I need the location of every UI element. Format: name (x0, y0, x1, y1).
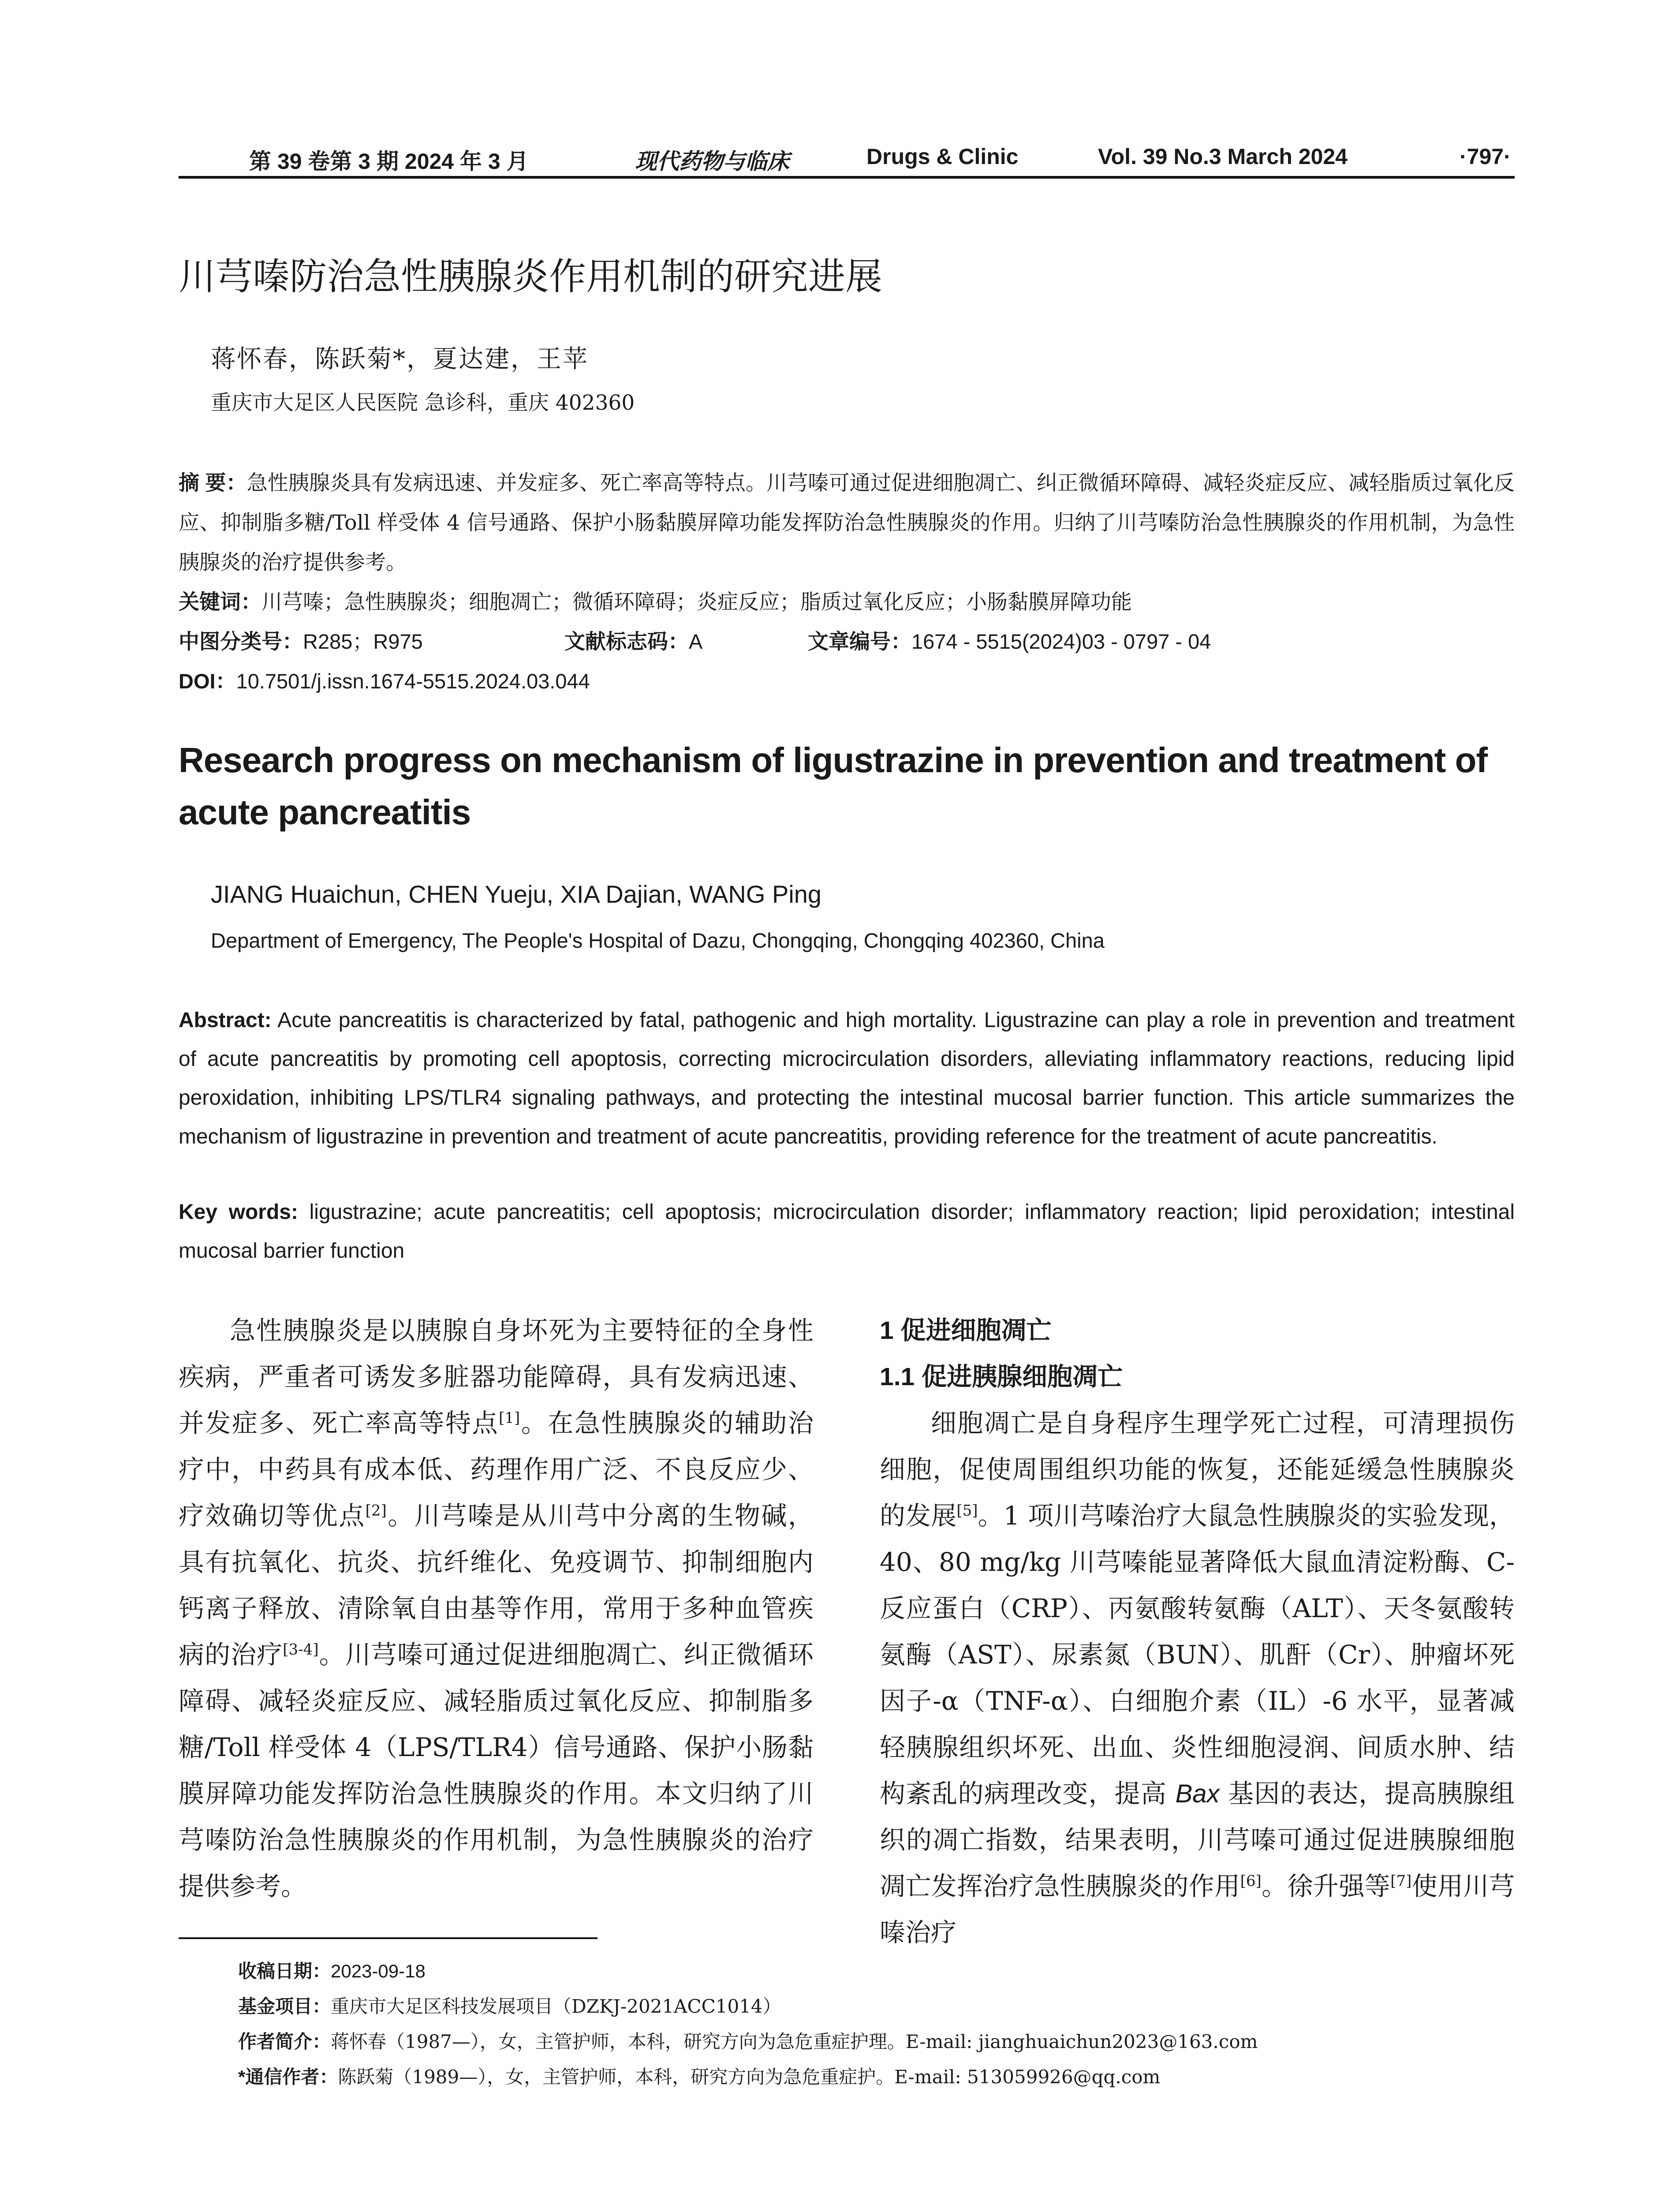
doi-value: 10.7501/j.issn.1674-5515.2024.03.044 (236, 669, 590, 693)
footnote-rule (179, 1937, 597, 1939)
intro-text-4: 。川芎嗪可通过促进细胞凋亡、纠正微循环障碍、减轻炎症反应、减轻脂质过氧化反应、抑制脂多糖/Toll 样受体 4（LPS/TLR4）信号通路、保护小肠黏膜屏障功能发挥防治急性胰腺炎的作用。本文归纳了川芎嗪防治急性胰腺炎的作用机制，为急性胰腺炎的治疗提供参考。 (179, 1640, 814, 1901)
class-label: 中图分类号： (179, 630, 303, 653)
header-issue-en: Vol. 39 No.3 March 2024 (1098, 144, 1348, 169)
section-1-1-paragraph (880, 1400, 1515, 1956)
intro-text-2: 。在急性胰腺炎的辅助治疗中，中药具有成本低、药理作用广泛、不良反应少、疗效确切等优点 (179, 1408, 814, 1531)
doi-line (179, 662, 1515, 701)
keywords-cn-text: 川芎嗪；急性胰腺炎；细胞凋亡；微循环障碍；炎症反应；脂质过氧化反应；小肠黏膜屏障功能 (261, 590, 1132, 614)
keywords-en (179, 1193, 1515, 1271)
doc-code-label: 文献标志码： (564, 630, 689, 653)
abstract-cn-label: 摘 要： (179, 471, 247, 494)
body-column-left (179, 1308, 814, 1910)
intro-text-1: 急性胰腺炎是以胰腺自身坏死为主要特征的全身性疾病，严重者可诱发多脏器功能障碍，具有发病迅速、并发症多、死亡率高等特点 (179, 1316, 814, 1438)
s11-text-1: 细胞凋亡是自身程序生理学死亡过程，可清理损伤细胞，促使周围组织功能的恢复，还能延缓急性胰腺炎的发展 (880, 1408, 1515, 1531)
keywords-cn (179, 582, 1515, 622)
section-heading-1: 1 促进细胞凋亡 (880, 1316, 1052, 1345)
footnote-author (238, 2024, 1517, 2059)
authors-en: JIANG Huaichun, CHEN Yueju, XIA Dajian, WANG Ping (211, 880, 822, 908)
document-code (564, 622, 808, 662)
article-no-label: 文章编号： (808, 630, 911, 653)
received-date: 2023-09-18 (331, 1961, 426, 1981)
intro-paragraph (179, 1308, 814, 1910)
doc-code-value: A (689, 630, 703, 653)
title-en: Research progress on mechanism of ligustrazine in prevention and treatment of acute pancreatitis (179, 740, 1488, 832)
citation-ref[interactable]: [1] (499, 1409, 520, 1427)
abstract-en (179, 1001, 1515, 1156)
author-bio-text: 蒋怀春（1987—），女，主管护师，本科，研究方向为急危重症护理。E-mail: jianghuaichun2023@163.com (331, 2031, 1258, 2052)
header-rule (179, 176, 1515, 179)
intro-text-3: 。川芎嗪是从川芎中分离的生物碱，具有抗氧化、抗炎、抗纤维化、免疫调节、抑制细胞内钙离子释放、清除氧自由基等作用，常用于多种血管疾病的治疗 (179, 1501, 814, 1670)
header-journal-cn: 现代药物与临床 (635, 148, 789, 174)
header-issue-cn: 第 39 卷第 3 期 2024 年 3 月 (249, 149, 529, 174)
affiliation-en: Department of Emergency, The People's Hospital of Dazu, Chongqing, Chongqing 402360, China (211, 929, 1105, 952)
fund-text: 重庆市大足区科技发展项目（DZKJ-2021ACC1014） (331, 1996, 781, 2017)
citation-ref[interactable]: [2] (365, 1502, 387, 1520)
s11-text-4: 。徐升强等 (1261, 1871, 1391, 1901)
header-journal-en: Drugs & Clinic (866, 144, 1019, 169)
keywords-cn-label: 关键词： (179, 590, 261, 613)
keywords-en-text: ligustrazine; acute pancreatitis; cell apoptosis; microcirculation disorder; inflammatory reaction; lipid peroxidation; intestinal mucosal barrier function (179, 1200, 1515, 1263)
s11-text-2: 。1 项川芎嗪治疗大鼠急性胰腺炎的实验发现，40、80 mg/kg 川芎嗪能显著降低大鼠血清淀粉酶、C-反应蛋白（CRP）、丙氨酸转氨酶（ALT）、天冬氨酸转氨酶（AST）、尿素氮（BUN）、肌酐（Cr）、肿瘤坏死因子-α（TNF-α）、白细胞介素（IL）-6 水平，显著减轻胰腺组织坏死、出血、炎性细胞浸润、间质水肿、结构紊乱的病理改变，提高 (880, 1501, 1515, 1809)
s11-text-5: 使用川芎嗪治疗 (880, 1871, 1515, 1947)
citation-ref[interactable]: [3-4] (283, 1641, 319, 1659)
class-number (179, 622, 564, 662)
class-value: R285；R975 (303, 630, 423, 653)
section-heading-1-1: 1.1 促进胰腺细胞凋亡 (880, 1363, 1123, 1391)
authors-cn: 蒋怀春，陈跃菊*，夏达建，王苹 (211, 345, 589, 374)
citation-ref[interactable]: [5] (956, 1502, 978, 1520)
header-page-number: ·797· (1460, 144, 1511, 169)
footnote-received (238, 1954, 1517, 1989)
footnote-corresponding (238, 2059, 1517, 2095)
body-column-right (880, 1308, 1515, 1956)
corresponding-text: 陈跃菊（1989—），女，主管护师，本科，研究方向为急危重症护。E-mail: 513059926@qq.com (338, 2066, 1161, 2088)
keywords-en-label: Key words: (179, 1200, 298, 1224)
s11-text-3: 基因的表达，提高胰腺组织的凋亡指数，结果表明，川芎嗪可通过促进胰腺细胞凋亡发挥治疗急性胰腺炎的作用 (880, 1779, 1515, 1901)
running-header (179, 139, 1515, 179)
title-cn: 川芎嗪防治急性胰腺炎作用机制的研究进展 (179, 256, 883, 297)
abstract-en-text: Acute pancreatitis is characterized by fatal, pathogenic and high mortality. Ligustrazine can play a role in prevention and treatment of acute pancreatitis by promoting cell apoptosis, correcting microcirculation disorders, alleviating inflammatory reactions, reducing lipid peroxidation, inhibiting LPS/TLR4 signaling pathways, and protecting the intestinal mucosal barrier function. This article summarizes the mechanism of ligustrazine in prevention and treatment of acute pancreatitis, providing reference for the treatment of acute pancreatitis. (179, 1009, 1515, 1148)
abstract-cn-text: 急性胰腺炎具有发病迅速、并发症多、死亡率高等特点。川芎嗪可通过促进细胞凋亡、纠正微循环障碍、减轻炎症反应、减轻脂质过氧化反应、抑制脂多糖/Toll 样受体 4 信号通路、保护小肠黏膜屏障功能发挥防治急性胰腺炎的作用。归纳了川芎嗪防治急性胰腺炎的作用机制，为急性胰腺炎的治疗提供参考。 (179, 471, 1515, 575)
citation-ref[interactable]: [7] (1390, 1872, 1412, 1890)
affiliation-cn: 重庆市大足区人民医院 急诊科，重庆 402360 (211, 391, 635, 415)
citation-ref[interactable]: [6] (1240, 1872, 1262, 1890)
article-no-value: 1674 - 5515(2024)03 - 0797 - 04 (911, 630, 1211, 653)
footnote-fund (238, 1989, 1517, 2024)
gene-name: Bax (1175, 1779, 1220, 1808)
classification-line (179, 622, 1515, 662)
corresponding-label: *通信作者： (238, 2067, 338, 2087)
abstract-en-label: Abstract: (179, 1009, 272, 1032)
doi-label: DOI： (179, 669, 236, 693)
fund-label: 基金项目： (238, 1996, 331, 2017)
article-number (808, 622, 1211, 662)
footnotes (238, 1954, 1517, 2095)
abstract-cn (179, 463, 1515, 583)
received-label: 收稿日期： (238, 1961, 331, 1981)
author-bio-label: 作者简介： (238, 2031, 331, 2052)
